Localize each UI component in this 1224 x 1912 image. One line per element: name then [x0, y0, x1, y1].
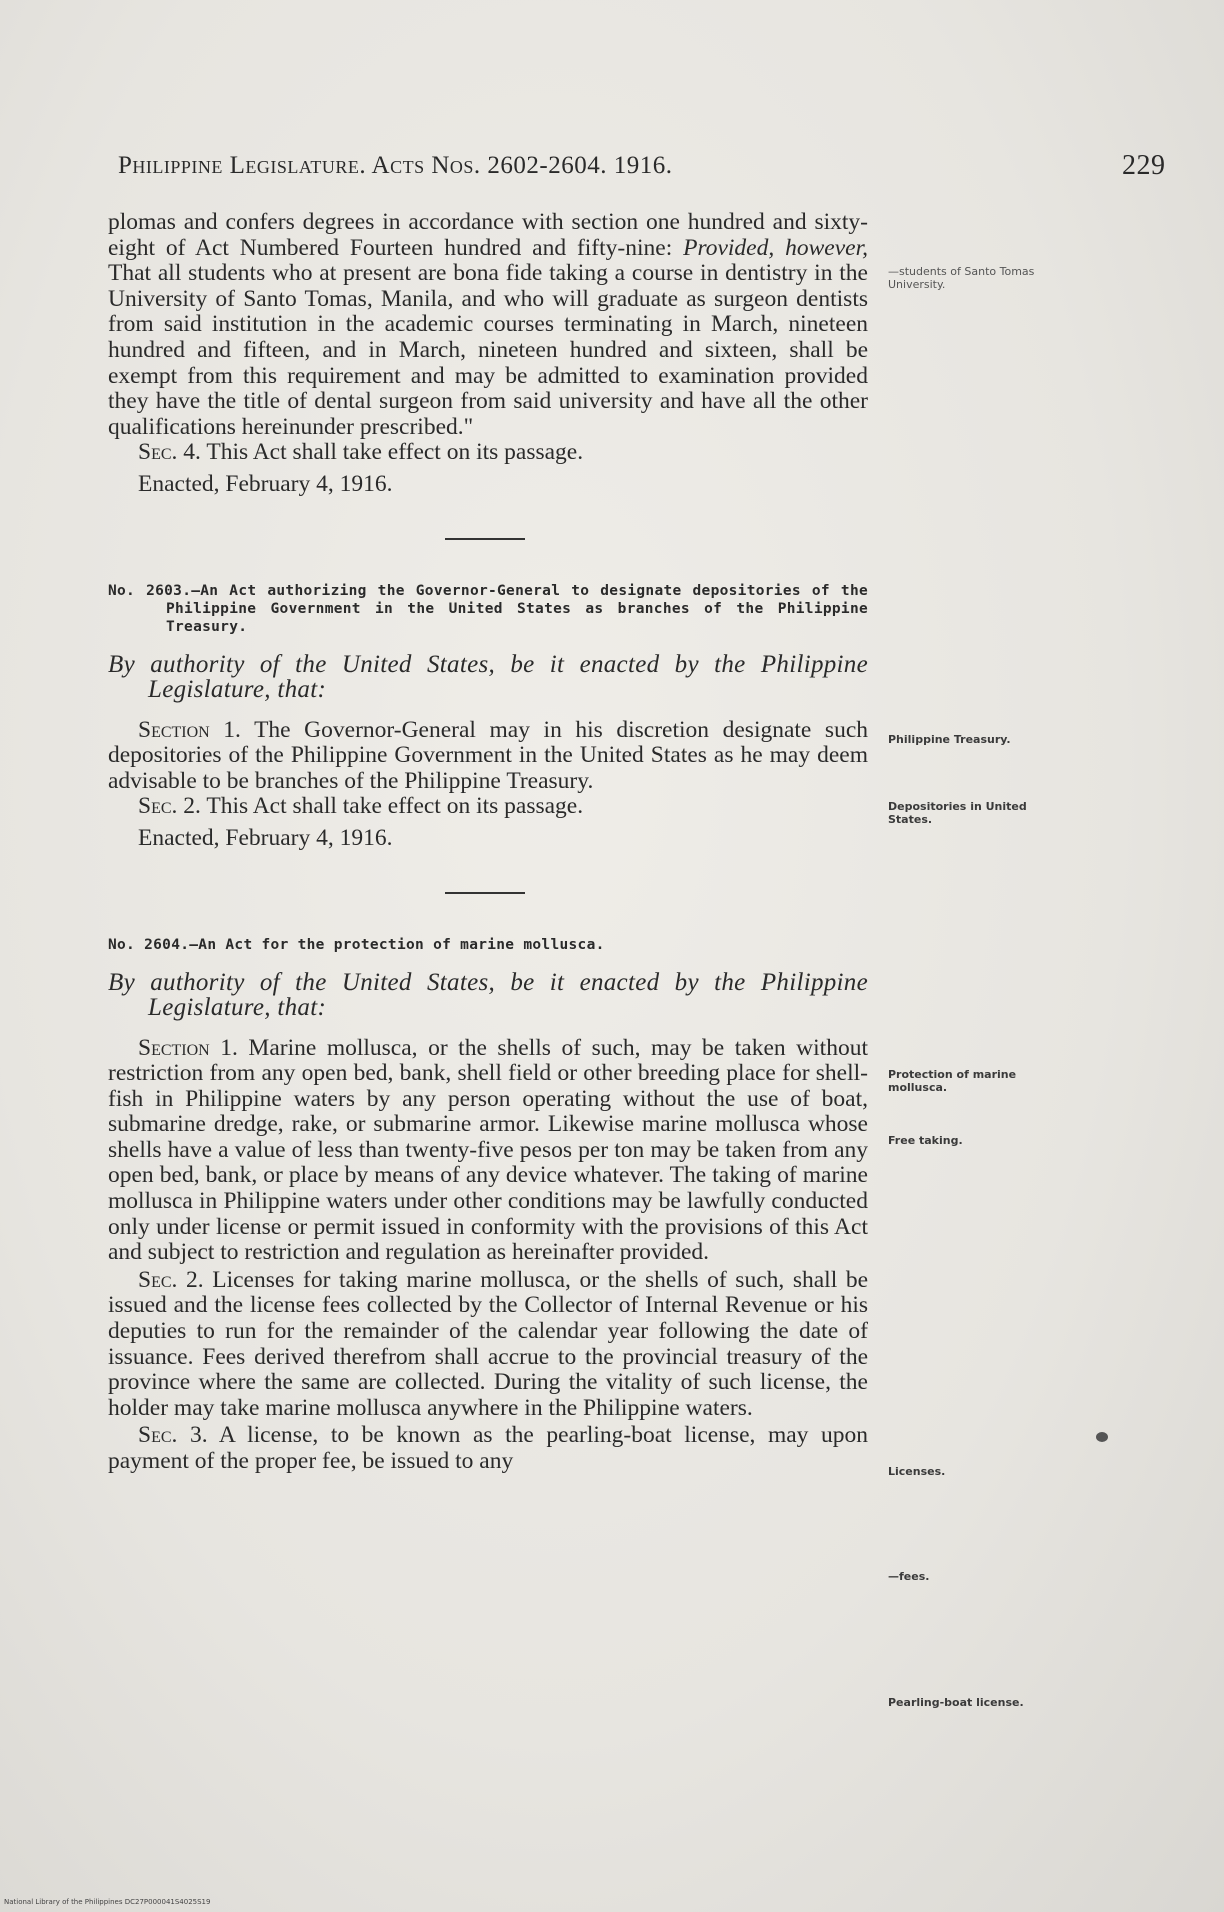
margin-note-depositories: Depositories in United States.: [888, 800, 1027, 826]
act-2603-sec2: Sec. 2. This Act shall take effect on its passage.: [138, 793, 584, 820]
ink-blot: [1096, 1432, 1108, 1442]
document-body: [108, 210, 868, 1475]
margin-note-treasury: Philippine Treasury.: [888, 733, 1011, 746]
section-divider: [445, 892, 525, 894]
section-divider: [445, 538, 525, 540]
act-2602-sec4: Sec. 4. This Act shall take effect on its passage.: [138, 439, 584, 466]
act-2604-sec3: Sec. 3. A license, to be known as the pearling-boat license, may upon payment of the proper fee, be issued to any: [108, 1422, 868, 1474]
act-2603-sec1: Section 1. The Governor-General may in his discretion designate such depositories of the Philippine Government in the United States as he may deem advisable to be branches of the Philippine Treasury.: [108, 716, 869, 794]
margin-note-students: —students of Santo Tomas University.: [888, 265, 1035, 291]
act-2603-title: No. 2603.—An Act authorizing the Governor-General to designate depositories of the Philippine Government in the United States as branches of the Philippine Treasury.: [108, 582, 868, 635]
margin-note-fees: —fees.: [888, 1570, 930, 1583]
margin-note-licenses: Licenses.: [888, 1465, 946, 1478]
page-number: 229: [1122, 150, 1166, 181]
act-2603-enacting-clause: By authority of the United States, be it enacted by the Philippine Legislature, that:: [108, 650, 868, 703]
margin-note-protection: Protection of marine mollusca.: [888, 1068, 1017, 1094]
proviso-italic: Provided, however,: [683, 234, 868, 261]
scan-footer: National Library of the Philippines DC27P000041S4025S19: [4, 1898, 211, 1906]
margin-note-free-taking: Free taking.: [888, 1134, 963, 1147]
act-2603-enacted: Enacted, February 4, 1916.: [138, 824, 393, 851]
margin-note-pearling: Pearling-boat license.: [888, 1696, 1024, 1709]
act-2604-title: No. 2604.—An Act for the protection of marine mollusca.: [108, 936, 605, 953]
act-2602-enacted: Enacted, February 4, 1916.: [138, 470, 393, 497]
running-title: Philippine Legislature. Acts Nos. 2602-2604. 1916.: [118, 152, 673, 179]
act-2604-enacting-clause: By authority of the United States, be it enacted by the Philippine Legislature, that:: [108, 968, 868, 1021]
act-2604-sec2: Sec. 2. Licenses for taking marine mollusca, or the shells of such, shall be issued and the license fees collected by the Collector of Internal Revenue or his deputies to run for the remainder of the calendar year following the date of issuance. Fees derived therefrom shall accrue to the provincial treasury of the province where the same are collected. During the vitality of such license, the holder may take marine mollusca anywhere in the Philippine waters.: [108, 1266, 869, 1421]
act-2602-continuation: plomas and confers degrees in accordance with section one hundred and sixty-eight of Act Numbered Fourteen hundred and fifty-nine: Provided, however, That all students who at present are bona fide taking a course in dentistry in the University of Santo Tomas, Manila, and who will graduate as surgeon dentists from said institution in the academic courses terminating in March, nineteen hundred and fifteen, and in March, nineteen hundred and sixteen, shall be exempt from this requirement and may be admitted to examination provided they have the title of dental surgeon from said university and have all the other qualifications hereinunder prescribed.": [108, 209, 868, 440]
act-2604-sec1: Section 1. Marine mollusca, or the shells of such, may be taken without restriction from any open bed, bank, shell field or other breeding place for shell-fish in Philippine waters by any person operating without the use of boat, submarine dredge, rake, or submarine armor. Likewise marine mollusca whose shells have a value of less than twenty-five pesos per ton may be taken from any open bed, bank, or place by means of any device whatever. The taking of marine mollusca in Philippine waters under other conditions may be lawfully conducted only under license or permit issued in conformity with the provisions of this Act and subject to restriction and regulation as hereinafter provided.: [108, 1034, 868, 1266]
